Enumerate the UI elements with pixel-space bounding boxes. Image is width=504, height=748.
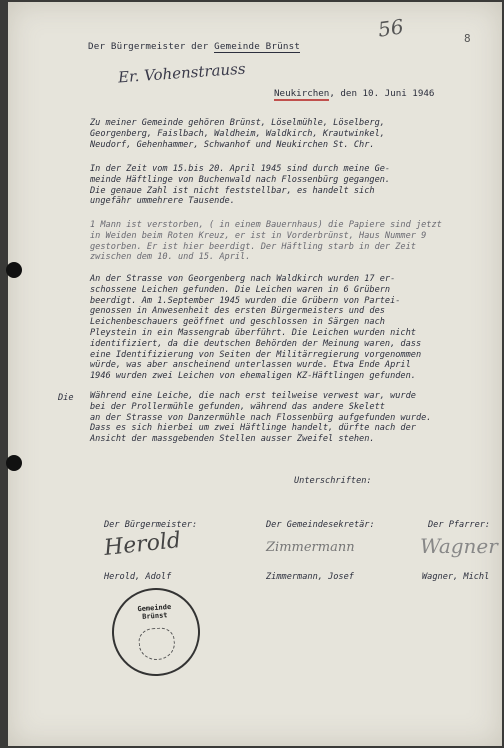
pencil-corner-number: 8 [464,32,471,45]
name-mayor: Herold, Adolf [104,572,172,582]
pencil-number: 56 [376,14,405,42]
role-pastor: Der Pfarrer: [428,520,491,530]
stamp-line1: Gemeinde [137,602,172,614]
stamp-line2: Brünst [141,611,168,621]
letterhead-prefix: Der Bürgermeister der [88,41,215,52]
date-line [274,88,434,99]
handwritten-reference: Er. Vohenstrauss [117,59,247,87]
role-secretary: Der Gemeindesekretär: [266,520,375,530]
official-stamp [109,585,203,679]
paragraph-death: 1 Mann ist verstorben, ( in einem Bauernhaus) die Papiere sind jetzt in Weiden beim Roten Kreuz, er ist in Vorderbrünst, Haus Nummer 9 gestorben. Er ist hier beerdigt. Der Häftling starb in der Zeit zwischen dem 10. und 15. April. [90,220,442,263]
document-page [8,2,502,746]
name-pastor: Wagner, Michl [422,572,490,582]
date-value: , den 10. Juni 1946 [329,88,435,99]
paragraph-skeletons: Während eine Leiche, die nach erst teilweise verwest war, wurde bei der Prollermühle gefunden, während das andere Skelett an der Strasse von Danzermühle nach Flossenbürg aufgefunden wurde. Dass es sich hierbei um zwei Häftlinge handelt, dürfte nach der Ansicht der massgebenden Stellen ausser Zweifel stehen. [90,391,432,445]
punch-hole-bottom [6,455,22,471]
date-place: Neukirchen [274,88,330,99]
name-secretary: Zimmermann, Josef [266,572,354,582]
role-mayor: Der Bürgermeister: [104,520,198,530]
signature-secretary: Zimmermann [266,540,355,555]
paragraph-prisoners: In der Zeit vom 15.bis 20. April 1945 sind durch meine Ge- meinde Häftlinge von Buchenwald nach Flossenbürg gegangen. Die genaue Zahl ist nicht feststellbar, es handelt sich ungefähr ummehrere Tausende. [90,164,391,207]
signature-pastor: Wagner [420,534,498,558]
signature-mayor: Herold [102,528,183,561]
paragraph-corpses: An der Strasse von Georgenberg nach Waldkirch wurden 17 er- schossene Leichen gefunden. Die Leichen waren in 6 Grübern beerdigt. Am 1.September 1945 wurden die Grübern von Partei- genossen in Anwesenheit des ersten Bürgermeisters und des Leichenbeschauers geöffnet und geschlossen in Särgen nach Pleystein in ein Massengrab überführt. Die Leichen wurden nicht identifiziert, da die deutschen Behörden der Meinung waren, dass eine Identifizierung von Seiten der Militärregierung vorgenommen würde, was aber anscheinend unterlassen wurde. Etwa Ende April 1946 wurden zwei Leichen von ehemaligen KZ-Häftlingen gefunden. [90,274,422,382]
paragraph-villages: Zu meiner Gemeinde gehören Brünst, Löselmühle, Löselberg, Georgenberg, Faislbach, Waldheim, Waldkirch, Krautwinkel, Neudorf, Gehenhammer, Schwanhof und Neukirchen St. Chr. [90,118,385,150]
signatures-heading: Unterschriften: [294,476,372,486]
letterhead [88,41,300,52]
margin-word: Die [58,393,74,403]
punch-hole-top [6,262,22,278]
stamp-emblem-icon [138,627,176,661]
letterhead-gemeinde: Gemeinde Brünst [214,41,301,52]
